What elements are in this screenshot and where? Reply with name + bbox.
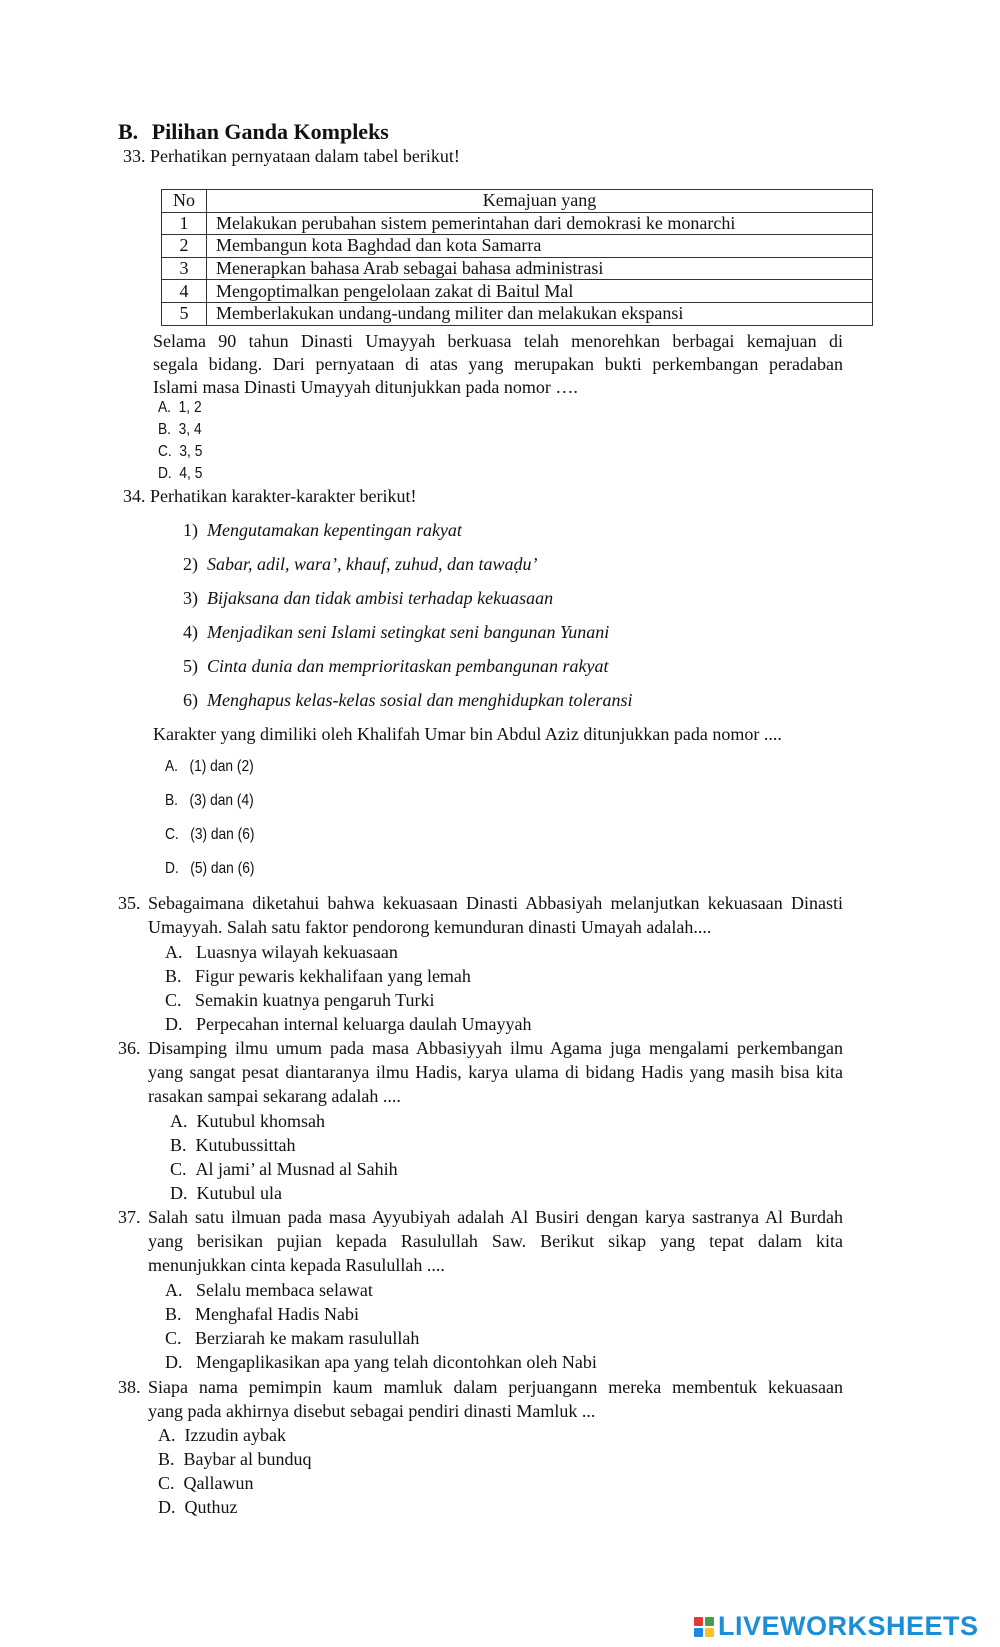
option-text: Figur pewaris kekhalifaan yang lemah bbox=[195, 966, 471, 986]
q33-table bbox=[161, 189, 873, 326]
table-cell-text: Memberlakukan undang-undang militer dan melakukan ekspansi bbox=[207, 302, 873, 325]
item-number: 4) bbox=[183, 622, 198, 642]
question-33-prompt bbox=[123, 146, 460, 167]
q34-item bbox=[183, 690, 632, 711]
q38-line-1: Siapa nama pemimpin kaum mamluk dalam perjuangann mereka membentuk kekuasaan bbox=[148, 1377, 843, 1397]
q34-item bbox=[183, 588, 553, 609]
q36-line-3: rasakan sampai sekarang adalah .... bbox=[148, 1086, 401, 1106]
item-text: Bijaksana dan tidak ambisi terhadap kekuasaan bbox=[207, 588, 554, 608]
q34-item bbox=[183, 554, 538, 575]
option-label: D. bbox=[165, 1014, 183, 1034]
option-text: Semakin kuatnya pengaruh Turki bbox=[195, 990, 435, 1010]
q36-option-c[interactable] bbox=[170, 1159, 398, 1180]
option-label: B. bbox=[165, 1304, 182, 1324]
q37-line-1: Salah satu ilmuan pada masa Ayyubiyah adalah Al Busiri dengan karya sastranya Al Burdah bbox=[148, 1207, 843, 1227]
table-cell-text: Membangun kota Baghdad dan kota Samarra bbox=[207, 235, 873, 258]
logo-text: LIVEWORKSHEETS bbox=[718, 1611, 979, 1641]
q35-number: 35. bbox=[118, 893, 141, 913]
option-label: C. bbox=[165, 990, 182, 1010]
q34-option-c[interactable] bbox=[165, 826, 254, 844]
q33-stem-line-3: Islami masa Dinasti Umayyah ditunjukkan pada nomor …. bbox=[153, 377, 578, 397]
q35-option-a[interactable] bbox=[165, 942, 398, 963]
table-row bbox=[162, 302, 873, 325]
q34-item bbox=[183, 622, 609, 643]
question-number: 34. bbox=[123, 486, 146, 506]
item-number: 5) bbox=[183, 656, 198, 676]
option-label: B. bbox=[158, 1449, 175, 1469]
table-header-row bbox=[162, 190, 873, 213]
option-label: A. bbox=[158, 399, 172, 416]
q36-option-b[interactable] bbox=[170, 1135, 296, 1156]
option-text: 3, 5 bbox=[179, 443, 203, 460]
option-label: C. bbox=[158, 443, 172, 460]
option-text: Kutubul khomsah bbox=[196, 1111, 325, 1131]
option-text: Baybar al bunduq bbox=[183, 1449, 312, 1469]
item-number: 2) bbox=[183, 554, 198, 574]
item-text: Menghapus kelas-kelas sosial dan menghidupkan toleransi bbox=[207, 690, 633, 710]
question-text: Perhatikan karakter-karakter berikut! bbox=[150, 486, 417, 506]
option-label: D. bbox=[165, 860, 179, 877]
option-label: A. bbox=[165, 758, 179, 775]
option-text: Kutubul ula bbox=[196, 1183, 282, 1203]
option-label: B. bbox=[165, 792, 179, 809]
option-text: Mengaplikasikan apa yang telah dicontohkan oleh Nabi bbox=[196, 1352, 597, 1372]
q37-option-a[interactable] bbox=[165, 1280, 373, 1301]
q38-number: 38. bbox=[118, 1377, 141, 1397]
table-cell-text: Mengoptimalkan pengelolaan zakat di Baitul Mal bbox=[207, 280, 873, 303]
option-label: A. bbox=[158, 1425, 176, 1445]
q35-line-2: Umayyah. Salah satu faktor pendorong kemunduran dinasti Umayah adalah.... bbox=[148, 917, 712, 937]
option-text: Perpecahan internal keluarga daulah Umayyah bbox=[196, 1014, 532, 1034]
table-row bbox=[162, 257, 873, 280]
q37-line-3: menunjukkan cinta kepada Rasulullah .... bbox=[148, 1255, 445, 1275]
q34-option-d[interactable] bbox=[165, 860, 254, 878]
option-text: Kutubussittah bbox=[195, 1135, 296, 1155]
table-cell-text: Melakukan perubahan sistem pemerintahan dari demokrasi ke monarchi bbox=[207, 212, 873, 235]
q33-stem-line-2: segala bidang. Dari pernyataan di atas yang merupakan bukti perkembangan peradaban bbox=[153, 354, 843, 374]
option-label: B. bbox=[158, 421, 172, 438]
q36-line-2: yang sangat pesat diantaranya ilmu Hadis, karya ulama di bidang Hadis yang masih bisa kita bbox=[148, 1062, 843, 1082]
table-cell-text: Menerapkan bahasa Arab sebagai bahasa administrasi bbox=[207, 257, 873, 280]
q36-number: 36. bbox=[118, 1038, 141, 1058]
q38-option-a[interactable] bbox=[158, 1425, 286, 1446]
item-text: Menjadikan seni Islami setingkat seni bangunan Yunani bbox=[207, 622, 610, 642]
q34-item bbox=[183, 656, 608, 677]
q33-option-c[interactable] bbox=[158, 443, 202, 461]
q38-line-2: yang pada akhirnya disebut sebagai pendiri dinasti Mamluk ... bbox=[148, 1401, 596, 1421]
table-cell-no: 2 bbox=[162, 235, 207, 258]
q38-option-c[interactable] bbox=[158, 1473, 254, 1494]
q35-line-1: Sebagaimana diketahui bahwa kekuasaan Dinasti Abbasiyah melanjutkan kekuasaan Dinasti bbox=[148, 893, 843, 913]
liveworksheets-logo[interactable] bbox=[694, 1611, 979, 1642]
table-row bbox=[162, 212, 873, 235]
option-label: A. bbox=[170, 1111, 188, 1131]
option-text: 4, 5 bbox=[179, 465, 203, 482]
q37-option-b[interactable] bbox=[165, 1304, 359, 1325]
option-label: A. bbox=[165, 1280, 183, 1300]
table-cell-no: 1 bbox=[162, 212, 207, 235]
logo-mark-icon bbox=[694, 1617, 714, 1637]
q38-option-b[interactable] bbox=[158, 1449, 311, 1470]
item-text: Sabar, adil, wara’, khauf, zuhud, dan tawaḍu’ bbox=[207, 554, 538, 574]
option-label: C. bbox=[165, 1328, 182, 1348]
q34-option-a[interactable] bbox=[165, 758, 254, 776]
option-text: (1) dan (2) bbox=[189, 758, 254, 775]
q38-option-d[interactable] bbox=[158, 1497, 238, 1518]
option-label: C. bbox=[158, 1473, 175, 1493]
option-text: Quthuz bbox=[184, 1497, 238, 1517]
option-text: 3, 4 bbox=[178, 421, 202, 438]
q37-option-c[interactable] bbox=[165, 1328, 419, 1349]
q37-option-d[interactable] bbox=[165, 1352, 597, 1373]
q33-option-a[interactable] bbox=[158, 399, 202, 417]
option-text: (3) dan (4) bbox=[189, 792, 254, 809]
item-number: 3) bbox=[183, 588, 198, 608]
q36-option-a[interactable] bbox=[170, 1111, 325, 1132]
q34-option-b[interactable] bbox=[165, 792, 254, 810]
q37-number: 37. bbox=[118, 1207, 141, 1227]
logo-square-green bbox=[705, 1617, 714, 1626]
question-34-prompt bbox=[123, 486, 417, 507]
q36-line-1: Disamping ilmu umum pada masa Abbasiyyah ilmu Agama juga mengalami perkembangan bbox=[148, 1038, 843, 1058]
q35-option-d[interactable] bbox=[165, 1014, 532, 1035]
q37-line-2: yang berisikan pujian kepada Rasulullah Saw. Berikut sikap yang tepat dalam kita bbox=[148, 1231, 843, 1251]
option-label: C. bbox=[165, 826, 179, 843]
q34-item bbox=[183, 520, 462, 541]
option-text: Qallawun bbox=[183, 1473, 254, 1493]
table-row bbox=[162, 280, 873, 303]
table-cell-no: 3 bbox=[162, 257, 207, 280]
option-text: Menghafal Hadis Nabi bbox=[195, 1304, 359, 1324]
q33-stem-line-1: Selama 90 tahun Dinasti Umayyah berkuasa telah menorehkan berbagai kemajuan di bbox=[153, 331, 843, 351]
table-row bbox=[162, 235, 873, 258]
logo-square-yellow bbox=[705, 1628, 714, 1637]
q34-stem: Karakter yang dimiliki oleh Khalifah Umar bin Abdul Aziz ditunjukkan pada nomor .... bbox=[153, 724, 782, 744]
option-label: D. bbox=[158, 1497, 176, 1517]
item-number: 6) bbox=[183, 690, 198, 710]
q33-option-d[interactable] bbox=[158, 465, 202, 483]
item-text: Cinta dunia dan memprioritaskan pembangunan rakyat bbox=[207, 656, 609, 676]
table-cell-no: 4 bbox=[162, 280, 207, 303]
option-label: A. bbox=[165, 942, 183, 962]
item-text: Mengutamakan kepentingan rakyat bbox=[207, 520, 462, 540]
option-label: D. bbox=[158, 465, 172, 482]
option-text: 1, 2 bbox=[178, 399, 202, 416]
option-text: Al jami’ al Musnad al Sahih bbox=[195, 1159, 398, 1179]
q33-option-b[interactable] bbox=[158, 421, 202, 439]
section-letter: B. bbox=[118, 119, 139, 144]
option-text: Berziarah ke makam rasulullah bbox=[195, 1328, 420, 1348]
question-number: 33. bbox=[123, 146, 146, 166]
option-label: D. bbox=[170, 1183, 188, 1203]
option-text: Izzudin aybak bbox=[184, 1425, 286, 1445]
option-label: D. bbox=[165, 1352, 183, 1372]
option-text: Luasnya wilayah kekuasaan bbox=[196, 942, 398, 962]
q36-option-d[interactable] bbox=[170, 1183, 282, 1204]
logo-square-red bbox=[694, 1617, 703, 1626]
table-cell-no: 5 bbox=[162, 302, 207, 325]
section-heading bbox=[118, 119, 389, 145]
question-text: Perhatikan pernyataan dalam tabel berikut! bbox=[150, 146, 460, 166]
option-label: C. bbox=[170, 1159, 187, 1179]
option-text: Selalu membaca selawat bbox=[196, 1280, 373, 1300]
option-text: (3) dan (6) bbox=[190, 826, 255, 843]
table-header-kemajuan: Kemajuan yang bbox=[207, 190, 873, 213]
table-header-no: No bbox=[162, 190, 207, 213]
item-number: 1) bbox=[183, 520, 198, 540]
option-label: B. bbox=[170, 1135, 187, 1155]
option-text: (5) dan (6) bbox=[190, 860, 255, 877]
option-label: B. bbox=[165, 966, 182, 986]
logo-square-blue bbox=[694, 1628, 703, 1637]
section-title: Pilihan Ganda Kompleks bbox=[151, 119, 389, 144]
q35-option-c[interactable] bbox=[165, 990, 435, 1011]
q35-option-b[interactable] bbox=[165, 966, 471, 987]
